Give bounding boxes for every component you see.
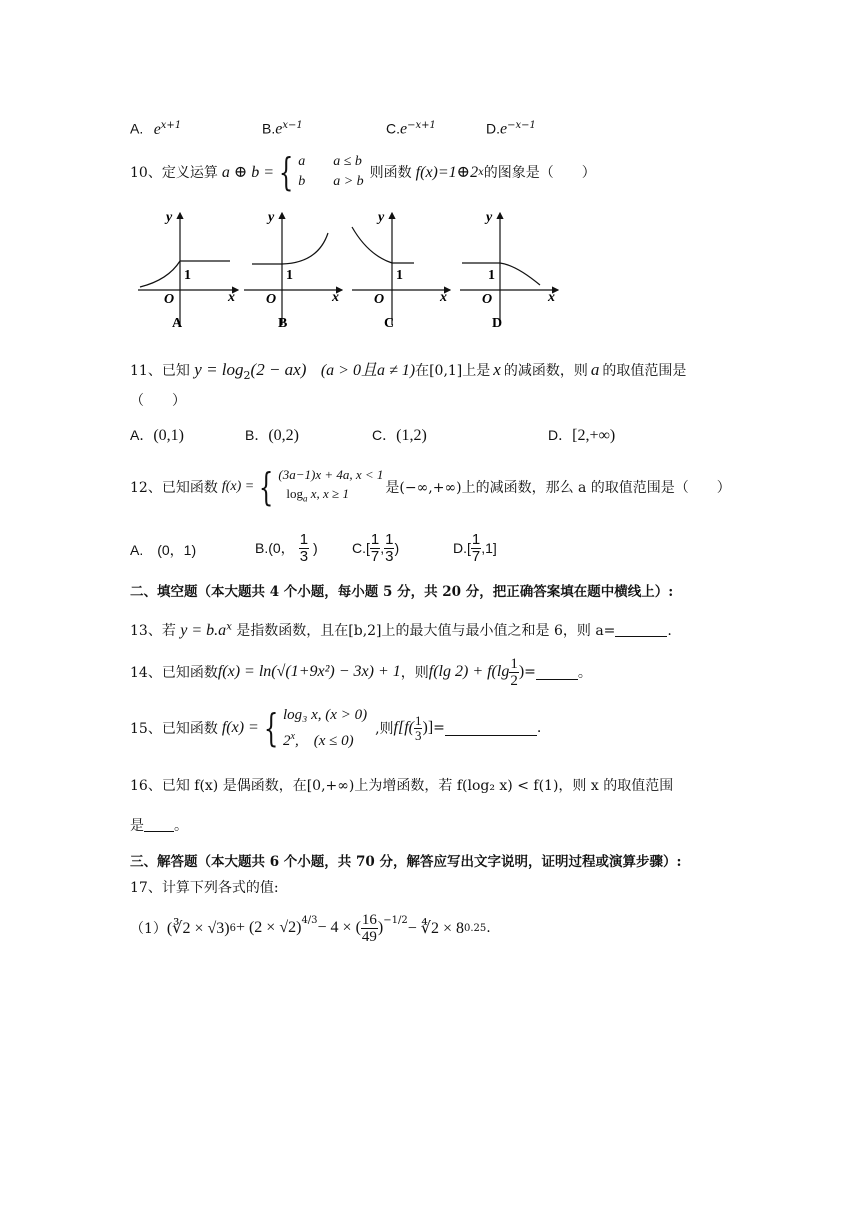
graph-b-origin: O	[266, 292, 277, 307]
graph-b-letter: B	[278, 316, 288, 331]
graph-d-origin: O	[482, 292, 493, 307]
q12-option-b[interactable]: B.(0， $\frac{1}{3}$ )	[255, 530, 318, 565]
question-16-line-2: 是 。	[130, 818, 188, 834]
q11-paren: （ ）	[130, 393, 186, 409]
piecewise-brace: {	[263, 706, 279, 750]
q10-graphs	[130, 205, 570, 335]
fraction: $\frac{1}{3}$	[385, 530, 394, 565]
answer-blank[interactable]	[536, 665, 578, 680]
question-14: 14、已知函数 f(x) = ln(√(1+9x²) − 3x) + 1 ，则 f(lg 2) + f(lg $\frac{1}{2}$ ) = 。	[130, 655, 592, 689]
q11-option-c[interactable]: C．(1,2)	[372, 427, 427, 444]
graph-c-x-label: x	[440, 290, 447, 305]
q9-option-a[interactable]: A. $e^{x+1}$	[130, 120, 182, 138]
fraction: $\frac{1}{2}$	[510, 655, 518, 689]
graph-a-one: 1	[184, 268, 191, 283]
q12-option-c[interactable]: C.[ $\frac{1}{7}$ , $\frac{1}{3}$ )	[352, 530, 400, 565]
q12-option-d[interactable]: D.[ $\frac{1}{7}$ ,1]	[453, 530, 497, 565]
q9-option-c[interactable]: $C.e^{-x+1}$	[386, 120, 436, 138]
graph-c-y-label: y	[378, 210, 385, 225]
q9-option-b[interactable]: $B.e^{x-1}$	[262, 120, 303, 138]
answer-blank[interactable]	[144, 817, 174, 832]
question-16-line-1: 16、已知 f(x) 是偶函数，在[0,+∞)上为增函数，若 f(log₂ x) < f(1)，则 x 的取值范围	[130, 778, 674, 794]
graph-d[interactable]	[460, 210, 558, 331]
graph-d-letter: D	[492, 316, 503, 331]
graph-b-x-label: x	[332, 290, 339, 305]
question-10: 10、定义运算 a ⊕ b = { a a ≤ b b a > b 则函数 f(x)=1⊕2 x 的图象是（ ）	[130, 150, 596, 194]
piecewise-brace: {	[278, 150, 294, 194]
q15-piecewise: log₃ x, (x > 0) 2$^x$, (x ≤ 0)	[283, 706, 368, 749]
q10-piecewise: a a ≤ b b a > b	[298, 154, 364, 189]
fraction: $\frac{1}{3}$	[414, 712, 422, 743]
piecewise-brace: {	[259, 465, 274, 509]
question-11: 11、已知 $y = \log_2(2 - ax) (a > 0$且a ≠ 1)在[0,1]上是 x 的减函数，则 a 的取值范围是	[130, 360, 687, 382]
graph-a-letter: A	[172, 316, 183, 331]
fraction: $\frac{1}{7}$	[370, 530, 380, 565]
fraction: $\frac{1}{3}$	[299, 530, 309, 565]
q12-piecewise: (3a−1)x + 4a, x < 1 $\log_a x$, x ≥ 1	[278, 467, 384, 504]
q11-option-b[interactable]: B．(0,2)	[245, 427, 299, 444]
graph-b[interactable]	[244, 210, 342, 331]
section-2-header: 二、填空题（本大题共 4 个小题，每小题 5 分，共 20 分，把正确答案填在题中横线上）:	[130, 584, 674, 600]
section-3-header: 三、解答题（本大题共 6 个小题，共 70 分，解答应写出文字说明，证明过程或演算步骤）:	[130, 854, 682, 870]
q11-option-d[interactable]: D．[2,+∞)	[548, 427, 616, 444]
graph-a[interactable]	[138, 210, 238, 331]
graph-c[interactable]	[352, 210, 450, 331]
graph-c-one: 1	[396, 268, 403, 283]
question-12: 12、已知函数 f(x) = { (3a−1)x + 4a, x < 1 $\log_a x$, x ≥ 1 是(−∞,+∞)上的减函数，那么 a 的取值范围是（ ）	[130, 465, 731, 509]
fraction: $\frac{1}{7}$	[471, 530, 481, 565]
graph-a-origin: O	[164, 292, 175, 307]
question-17-title: 17、计算下列各式的值:	[130, 880, 279, 896]
graph-a-x-label: x	[228, 290, 235, 305]
q9-option-d[interactable]: $D.e^{-x-1}$	[486, 120, 536, 138]
graph-b-y-label: y	[268, 210, 275, 225]
q11-option-a[interactable]: A．(0,1)	[130, 427, 184, 444]
question-17-part-1: （1） (∛2 × √3) 6 + (2 × √2) $^{4/3}$ − 4 × ( $\frac{16}{49}$ ) $^{-1/2}$ − ∜2 × 8 0.25 .	[130, 911, 491, 945]
fraction: $\frac{16}{49}$	[361, 911, 377, 945]
graph-d-y-label: y	[486, 210, 493, 225]
graph-c-origin: O	[374, 292, 385, 307]
graph-b-one: 1	[286, 268, 293, 283]
question-15: 15、已知函数 f(x) = { log₃ x, (x > 0) 2$^x$, (x ≤ 0) ,则 f[f( $\frac{1}{3}$ )] = .	[130, 706, 542, 750]
answer-blank[interactable]	[615, 622, 667, 637]
graph-d-x-label: x	[548, 290, 555, 305]
graph-d-one: 1	[488, 268, 495, 283]
answer-blank[interactable]	[445, 721, 537, 736]
graph-a-y-label: y	[166, 210, 173, 225]
question-13: 13、若 $y = b.a^x$ 是指数函数，且在[b,2]上的最大值与最小值之和是 6，则 a= .	[130, 621, 672, 639]
q12-option-a[interactable]: A. (0，1)	[130, 542, 197, 558]
graph-c-letter: C	[384, 316, 395, 331]
